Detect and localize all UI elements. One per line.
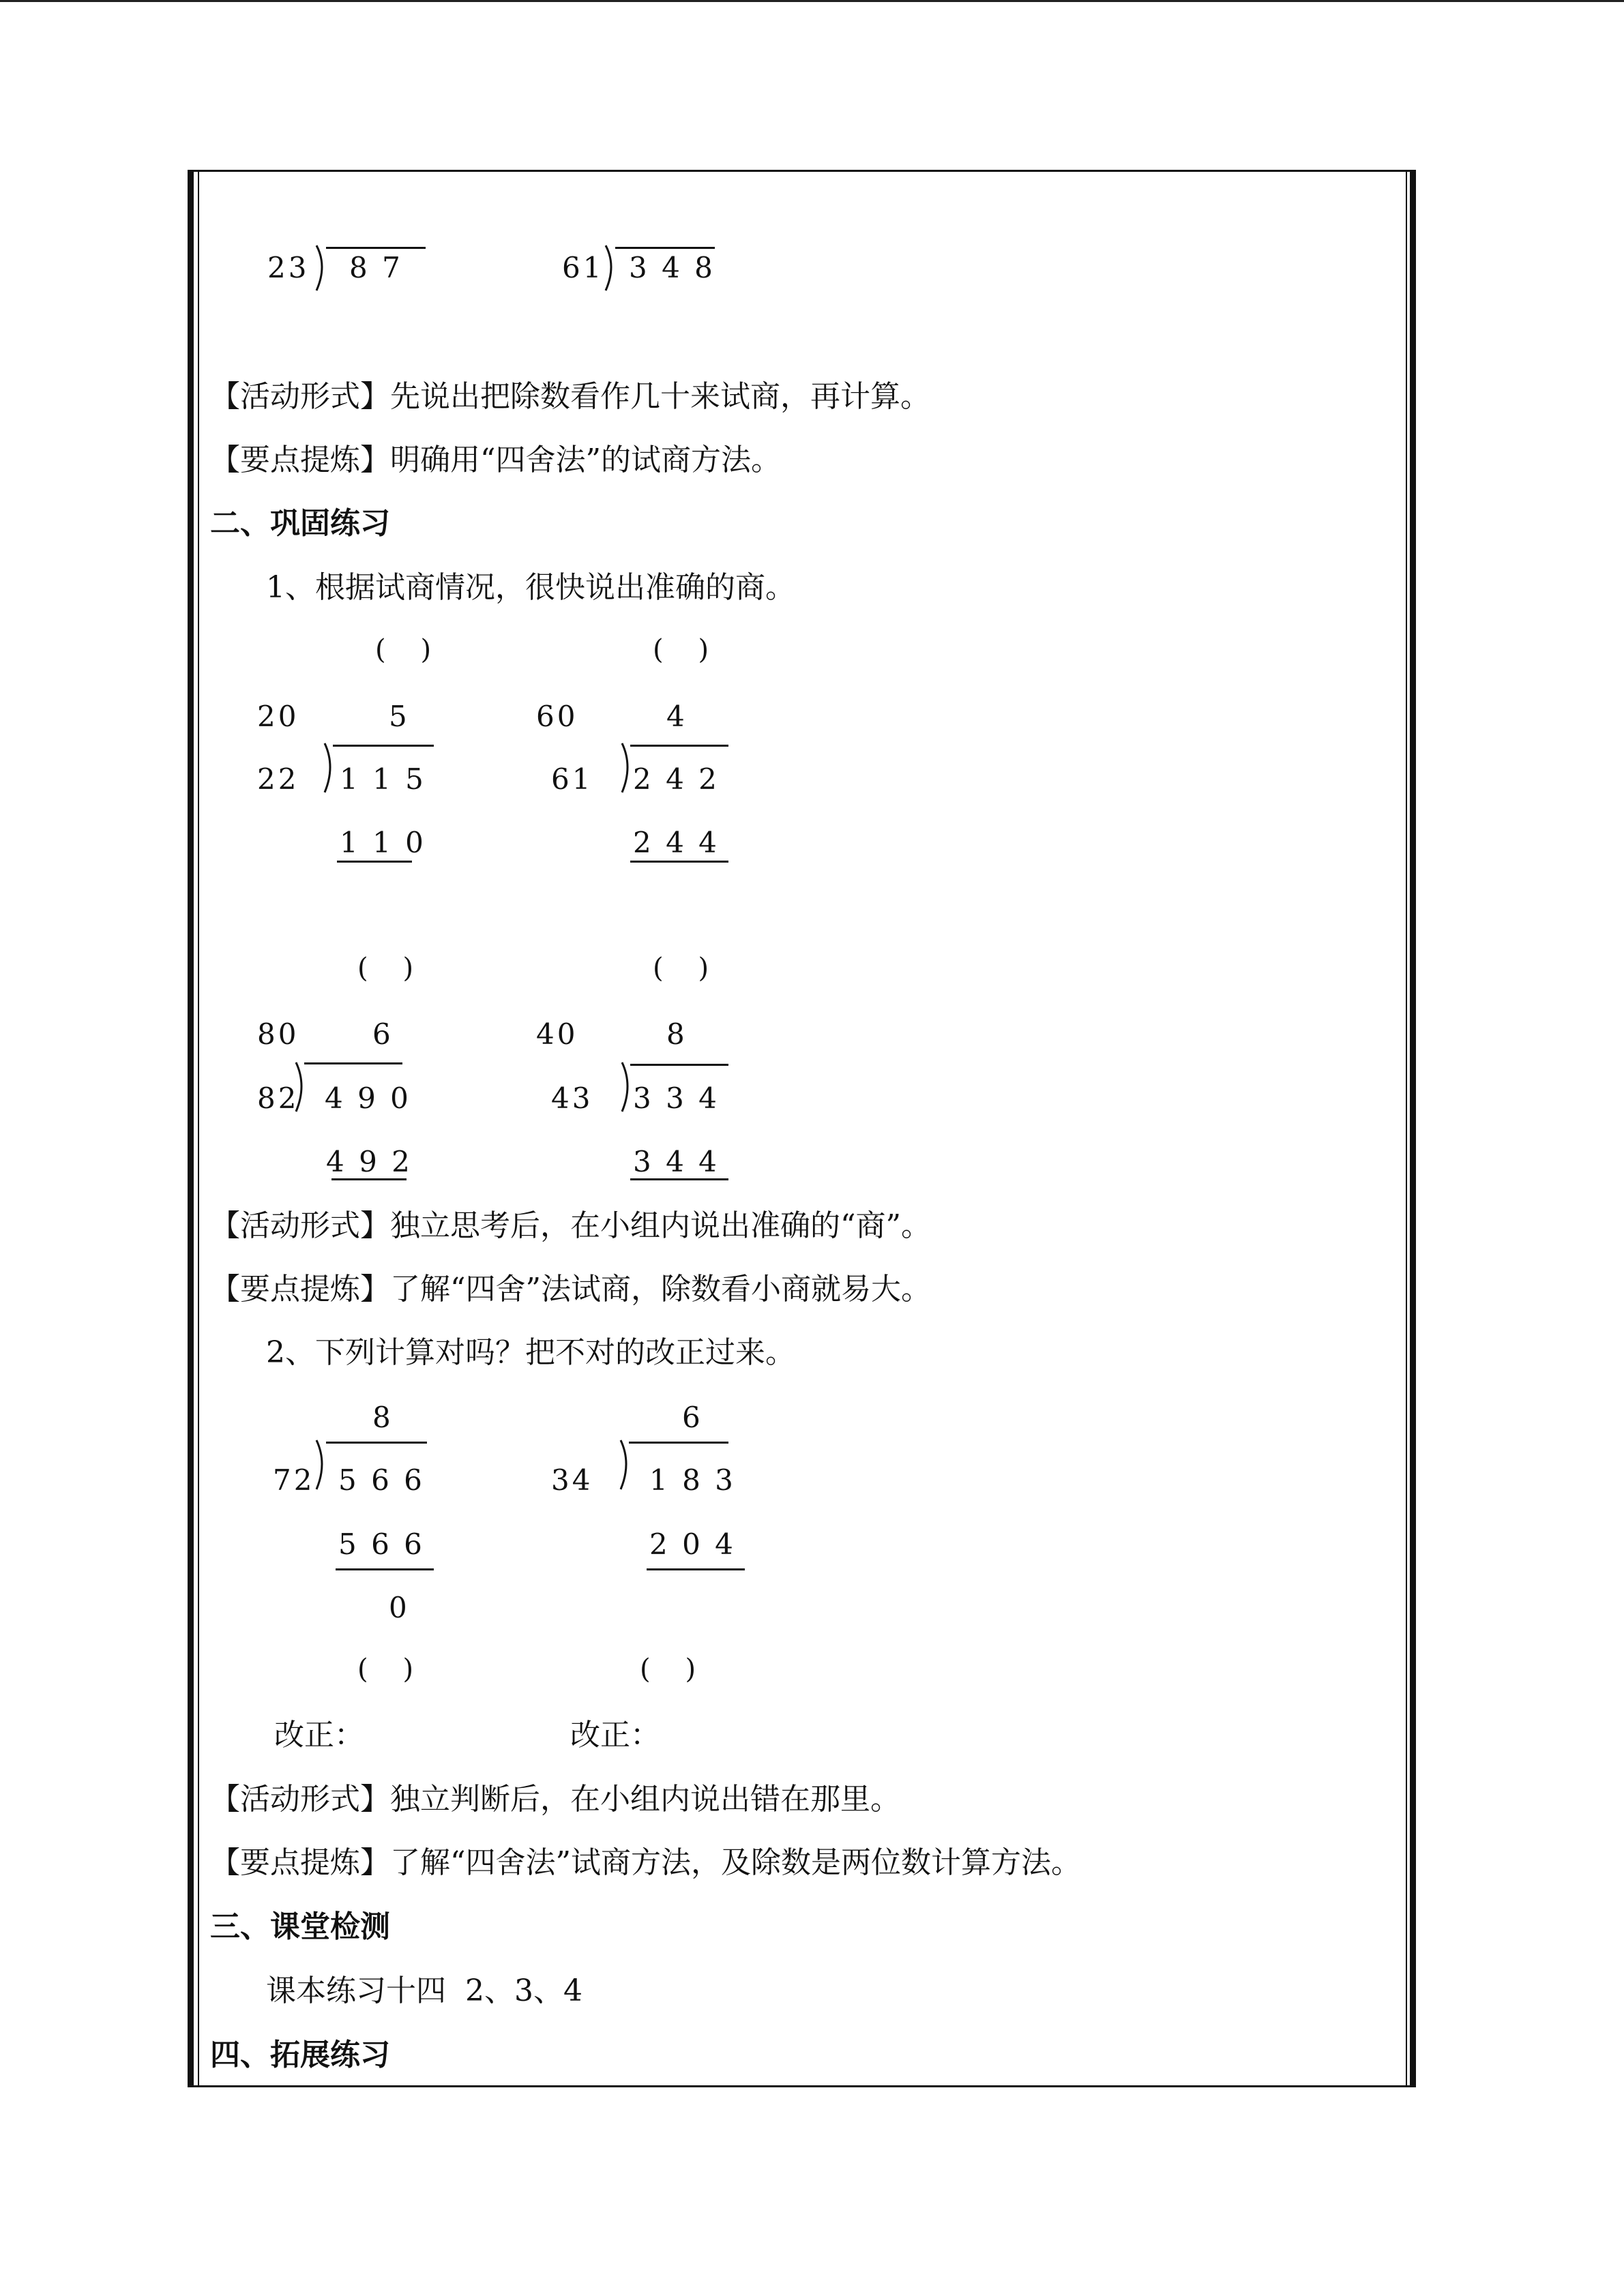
- dividend: 3 3 4: [633, 1082, 720, 1115]
- rounded-divisor: 40: [536, 1017, 578, 1051]
- division-bracket: [312, 243, 330, 293]
- product: 4 9 2: [326, 1145, 413, 1178]
- division-bar: [630, 1064, 728, 1066]
- table-border-top: [192, 170, 1416, 172]
- divisor: 22: [257, 762, 299, 796]
- key-point-note: 【要点提炼】了解“四舍”法试商，除数看小商就易大。: [210, 1272, 931, 1307]
- divisor: 61: [551, 762, 593, 796]
- dividend: 5 6 6: [338, 1463, 425, 1497]
- answer-blank: ( ): [653, 634, 709, 666]
- product: 5 6 6: [338, 1527, 425, 1561]
- answer-blank: ( ): [640, 1654, 696, 1685]
- division-bar: [333, 745, 434, 747]
- product: 2 4 4: [633, 826, 720, 859]
- answer-blank: ( ): [357, 953, 414, 984]
- key-point-note: 【要点提炼】了解“四舍法”试商方法，及除数是两位数计算方法。: [210, 1845, 1081, 1880]
- product: 3 4 4: [633, 1145, 720, 1178]
- dividend: 3 4 8: [629, 251, 715, 284]
- table-border-left-outer: [188, 170, 194, 2087]
- division-bracket: [321, 741, 338, 795]
- product-underline: [337, 861, 412, 863]
- activity-note: 【活动形式】独立思考后，在小组内说出准确的“商”。: [210, 1208, 931, 1243]
- trial-quotient: 8: [666, 1017, 688, 1051]
- divisor: 72: [273, 1463, 315, 1497]
- product-underline: [630, 861, 728, 863]
- table-border-right-inner: [1406, 170, 1407, 2087]
- question-text: 2、下列计算对吗？把不对的改正过来。: [266, 1335, 795, 1370]
- division-bracket: [312, 1437, 330, 1492]
- division-bar: [304, 1062, 402, 1064]
- division-bracket: [602, 243, 619, 293]
- division-bracket: [617, 1437, 634, 1492]
- section-heading: 三、课堂检测: [210, 1909, 390, 1944]
- quotient: 6: [682, 1401, 703, 1434]
- correction-label: 改正：: [274, 1718, 364, 1753]
- product-underline: [331, 1178, 407, 1180]
- divisor: 61: [562, 251, 604, 284]
- divisor: 34: [551, 1463, 593, 1497]
- subtraction-line: [647, 1568, 745, 1570]
- trial-quotient: 5: [389, 700, 410, 733]
- remainder: 0: [389, 1591, 410, 1624]
- answer-blank: ( ): [375, 634, 432, 666]
- table-border-right-outer: [1410, 170, 1416, 2087]
- dividend: 2 4 2: [633, 762, 720, 796]
- table-border-left-inner: [198, 170, 199, 2087]
- product: 1 1 0: [340, 826, 426, 859]
- answer-blank: ( ): [357, 1654, 414, 1685]
- division-bar: [615, 247, 715, 249]
- answer-blank: ( ): [653, 953, 709, 984]
- dividend: 8 7: [349, 251, 403, 284]
- quotient: 8: [372, 1401, 394, 1434]
- dividend: 1 8 3: [649, 1463, 736, 1497]
- key-point-note: 【要点提炼】明确用“四舍法”的试商方法。: [210, 443, 781, 477]
- page-top-rule: [0, 0, 1624, 2]
- rounded-divisor: 80: [257, 1017, 299, 1051]
- activity-note: 【活动形式】独立判断后，在小组内说出错在那里。: [210, 1782, 900, 1817]
- dividend: 4 9 0: [325, 1082, 411, 1115]
- subtraction-line: [336, 1568, 434, 1570]
- correction-label: 改正：: [570, 1718, 660, 1753]
- table-border-bottom: [192, 2085, 1416, 2087]
- divisor: 82: [257, 1082, 299, 1115]
- dividend: 1 1 5: [340, 762, 426, 796]
- trial-quotient: 6: [372, 1017, 394, 1051]
- rounded-divisor: 60: [536, 700, 578, 733]
- division-bar: [326, 1442, 427, 1444]
- division-bar: [326, 247, 426, 249]
- product-underline: [630, 1178, 728, 1180]
- division-bar: [630, 745, 728, 747]
- division-bar: [629, 1442, 728, 1444]
- division-bracket: [292, 1060, 310, 1114]
- product: 2 0 4: [649, 1527, 736, 1561]
- activity-note: 【活动形式】先说出把除数看作几十来试商，再计算。: [210, 379, 930, 414]
- question-text: 1、根据试商情况，很快说出准确的商。: [266, 570, 795, 605]
- divisor: 43: [551, 1082, 593, 1115]
- divisor: 23: [267, 251, 310, 284]
- section-heading: 四、拓展练习: [210, 2038, 390, 2072]
- rounded-divisor: 20: [257, 700, 299, 733]
- trial-quotient: 4: [666, 700, 688, 733]
- section-heading: 二、巩固练习: [210, 506, 390, 541]
- homework-text: 课本练习十四 2、3、4: [266, 1973, 582, 2008]
